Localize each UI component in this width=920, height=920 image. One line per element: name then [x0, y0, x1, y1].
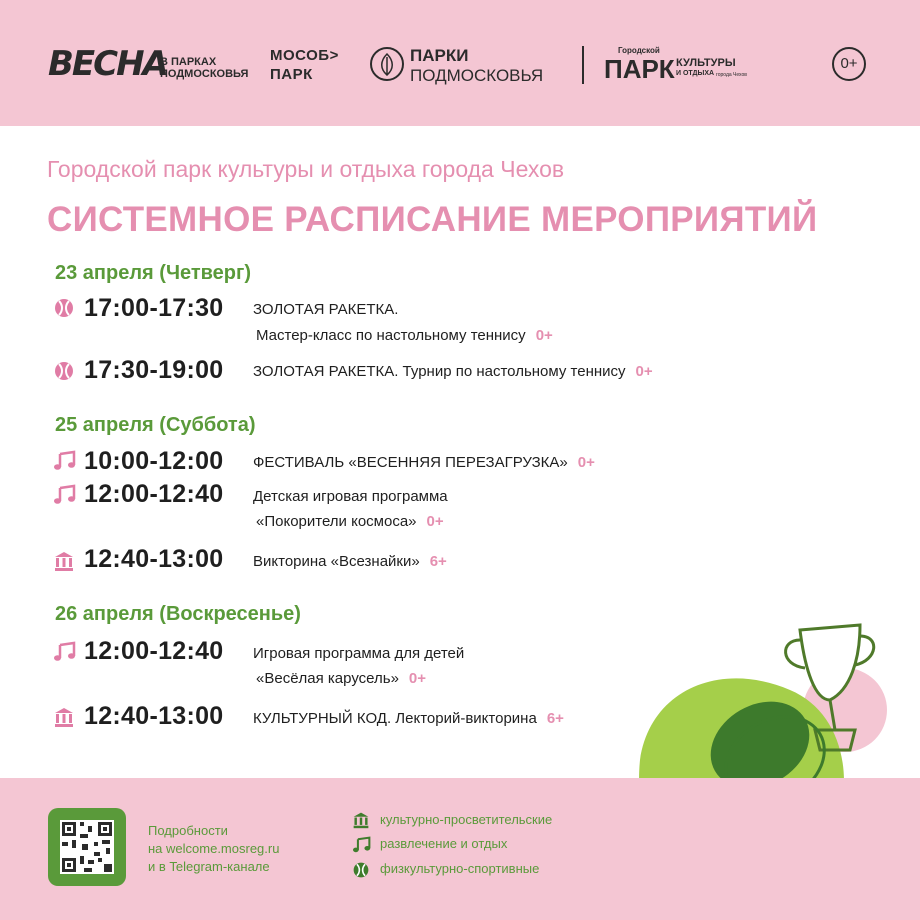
legend-label: культурно-просветительские [380, 812, 553, 827]
ball-icon [53, 360, 75, 382]
park-subtitle: Городской парк культуры и отдыха города Чехов [47, 156, 565, 182]
event-time: 12:40-13:00 [84, 702, 224, 730]
event-description: Мастер-класс по настольному теннису 0+ [256, 327, 553, 344]
event-age: 0+ [535, 327, 553, 344]
parki-podmoskovya-logo: ПАРКИ ПОДМОСКОВЬЯ [410, 46, 544, 85]
event-title: ФЕСТИВАЛЬ «ВЕСЕННЯЯ ПЕРЕЗАГРУЗКА» 0+ [253, 454, 595, 471]
museum-icon [352, 811, 370, 829]
event-time: 12:00-12:40 [84, 637, 224, 665]
event-age: 0+ [577, 454, 595, 471]
event-time: 12:00-12:40 [84, 480, 224, 508]
event-age: 6+ [546, 710, 564, 727]
event-description: «Весёлая карусель» 0+ [256, 670, 427, 687]
event-title: Детская игровая программа [253, 488, 448, 505]
qr-code[interactable] [48, 808, 126, 886]
event-title: ЗОЛОТАЯ РАКЕТКА. Турнир по настольному теннису 0+ [253, 363, 653, 380]
event-age: 6+ [429, 553, 447, 570]
event-title: КУЛЬТУРНЫЙ КОД. Лекторий-викторина 6+ [253, 710, 564, 727]
music-icon [53, 641, 75, 663]
legend-label: развлечение и отдых [380, 836, 508, 851]
event-age: 0+ [408, 670, 427, 687]
page-title: СИСТЕМНОЕ РАСПИСАНИЕ МЕРОПРИЯТИЙ [47, 200, 818, 239]
music-icon [352, 836, 370, 854]
event-age: 0+ [426, 513, 444, 530]
vesna-logo: ВЕСНА [48, 44, 167, 84]
event-title: ЗОЛОТАЯ РАКЕТКА. [253, 301, 399, 318]
event-time: 12:40-13:00 [84, 545, 224, 573]
age-rating-badge: 0+ [832, 47, 866, 81]
event-description: «Покорители космоса» 0+ [256, 513, 444, 530]
event-title: Викторина «Всезнайки» 6+ [253, 553, 447, 570]
legend-label: физкультурно-спортивные [380, 861, 540, 876]
museum-icon [53, 550, 75, 572]
event-time: 10:00-12:00 [84, 447, 224, 475]
event-age: 0+ [635, 363, 653, 380]
event-title: Игровая программа для детей [253, 645, 465, 662]
mosobpark-logo: МОСОБ> ПАРК [270, 47, 339, 83]
ball-icon [53, 297, 75, 319]
event-time: 17:00-17:30 [84, 294, 224, 322]
event-time: 17:30-19:00 [84, 356, 224, 384]
museum-icon [53, 706, 75, 728]
vesna-subtitle: В ПАРКАХ ПОДМОСКОВЬЯ [160, 56, 249, 80]
day-heading: 25 апреля (Суббота) [55, 414, 256, 436]
details-text: Подробности на welcome.mosreg.ru и в Telegram-канале [148, 823, 280, 874]
music-icon [53, 450, 75, 472]
ball-icon [352, 861, 370, 879]
day-heading: 23 апреля (Четверг) [55, 262, 252, 284]
music-icon [53, 484, 75, 506]
day-heading: 26 апреля (Воскресенье) [55, 603, 301, 625]
